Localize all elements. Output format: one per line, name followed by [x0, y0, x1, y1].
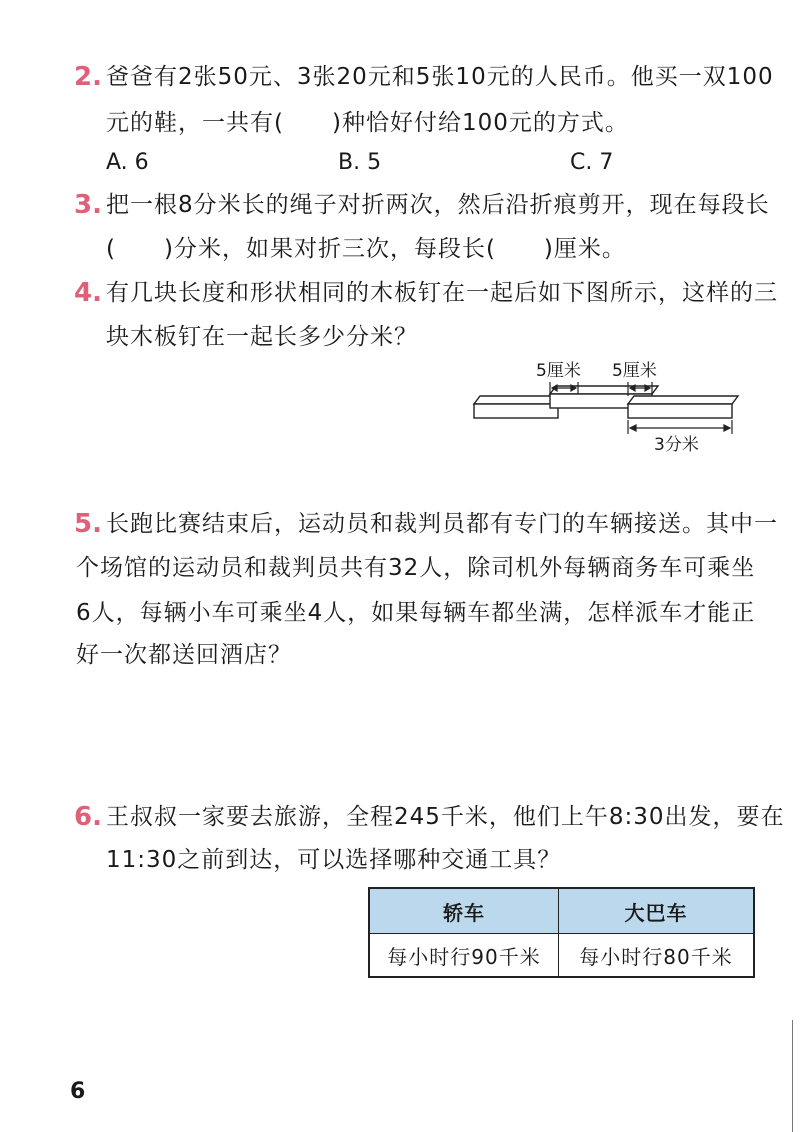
table-header: 大巴车 — [559, 888, 755, 934]
choice-a[interactable]: A. 6 — [106, 150, 149, 175]
table-row — [369, 934, 754, 978]
board-3-top — [628, 396, 738, 404]
board-1-top — [474, 396, 562, 404]
question-text-line: 把一根8分米长的绳子对折两次，然后沿折痕剪开，现在每段长 — [106, 192, 770, 218]
overlap-label-1: 5厘米 — [536, 361, 581, 381]
question-text-line: 个场馆的运动员和裁判员共有32人，除司机外每辆商务车可乘坐 — [76, 555, 756, 581]
question-text-line: 6人，每辆小车可乘坐4人，如果每辆车都坐满，怎样派车才能正 — [76, 600, 756, 626]
question-number: 3. — [74, 190, 102, 220]
choice-c[interactable]: C. 7 — [570, 150, 614, 175]
question-number: 4. — [74, 278, 102, 308]
question-text-line: 11:30之前到达，可以选择哪种交通工具？ — [106, 847, 562, 873]
question-text-line: ( )分米，如果对折三次，每段长( )厘米。 — [106, 236, 626, 262]
question-text-line: 爸爸有2张50元、3张20元和5张10元的人民币。他买一双100 — [106, 64, 774, 90]
length-label: 3分米 — [654, 435, 699, 455]
question-text-line: 块木板钉在一起长多少分米？ — [106, 324, 418, 350]
table-cell: 每小时行90千米 — [369, 934, 559, 978]
question-number: 5. — [74, 509, 102, 539]
question-number: 2. — [74, 62, 102, 92]
question-number: 6. — [74, 802, 102, 832]
wooden-boards-diagram — [470, 356, 760, 456]
board-2-top — [550, 386, 658, 394]
table-header: 轿车 — [369, 888, 559, 934]
question-text-line: 元的鞋，一共有( )种恰好付给100元的方式。 — [106, 110, 629, 136]
choice-b[interactable]: B. 5 — [338, 150, 382, 175]
overlap-label-2: 5厘米 — [612, 361, 657, 381]
board-1-front — [474, 404, 558, 418]
page-edge-divider — [792, 1020, 793, 1132]
question-text-line: 有几块长度和形状相同的木板钉在一起后如下图所示，这样的三 — [106, 280, 778, 306]
table-cell: 每小时行80千米 — [559, 934, 755, 978]
table-header-row — [369, 888, 754, 934]
question-text-line: 好一次都送回酒店？ — [76, 642, 292, 668]
vehicle-table — [368, 887, 755, 978]
page-number: 6 — [70, 1079, 86, 1104]
board-3-front — [628, 404, 732, 418]
question-text-line: 长跑比赛结束后，运动员和裁判员都有专门的车辆接送。其中一 — [106, 511, 778, 537]
question-text-line: 王叔叔一家要去旅游，全程245千米，他们上午8:30出发，要在 — [106, 804, 785, 830]
